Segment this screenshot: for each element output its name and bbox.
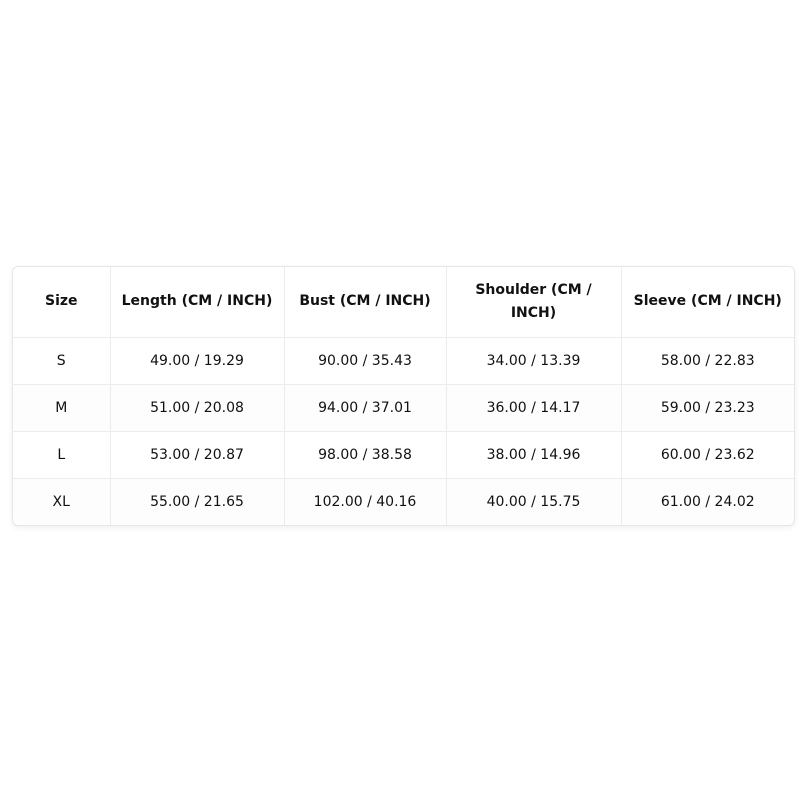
cell-sleeve: 60.00 / 23.62 (621, 431, 794, 478)
table-row (13, 337, 794, 384)
header-bust: Bust (CM / INCH) (284, 267, 446, 337)
header-sleeve: Sleeve (CM / INCH) (621, 267, 794, 337)
header-row (13, 267, 794, 337)
cell-length: 49.00 / 19.29 (110, 337, 284, 384)
size-chart-table (13, 267, 794, 525)
cell-sleeve: 58.00 / 22.83 (621, 337, 794, 384)
cell-sleeve: 59.00 / 23.23 (621, 384, 794, 431)
header-length: Length (CM / INCH) (110, 267, 284, 337)
cell-sleeve: 61.00 / 24.02 (621, 478, 794, 525)
table-row (13, 384, 794, 431)
cell-shoulder: 40.00 / 15.75 (446, 478, 621, 525)
cell-bust: 94.00 / 37.01 (284, 384, 446, 431)
cell-length: 55.00 / 21.65 (110, 478, 284, 525)
cell-size: L (13, 431, 110, 478)
table-row (13, 478, 794, 525)
cell-bust: 90.00 / 35.43 (284, 337, 446, 384)
cell-bust: 98.00 / 38.58 (284, 431, 446, 478)
cell-size: XL (13, 478, 110, 525)
cell-size: S (13, 337, 110, 384)
header-size: Size (13, 267, 110, 337)
cell-bust: 102.00 / 40.16 (284, 478, 446, 525)
cell-length: 53.00 / 20.87 (110, 431, 284, 478)
header-shoulder: Shoulder (CM / INCH) (446, 267, 621, 337)
table-row (13, 431, 794, 478)
cell-shoulder: 34.00 / 13.39 (446, 337, 621, 384)
cell-size: M (13, 384, 110, 431)
cell-shoulder: 38.00 / 14.96 (446, 431, 621, 478)
cell-length: 51.00 / 20.08 (110, 384, 284, 431)
size-chart (12, 266, 795, 526)
cell-shoulder: 36.00 / 14.17 (446, 384, 621, 431)
